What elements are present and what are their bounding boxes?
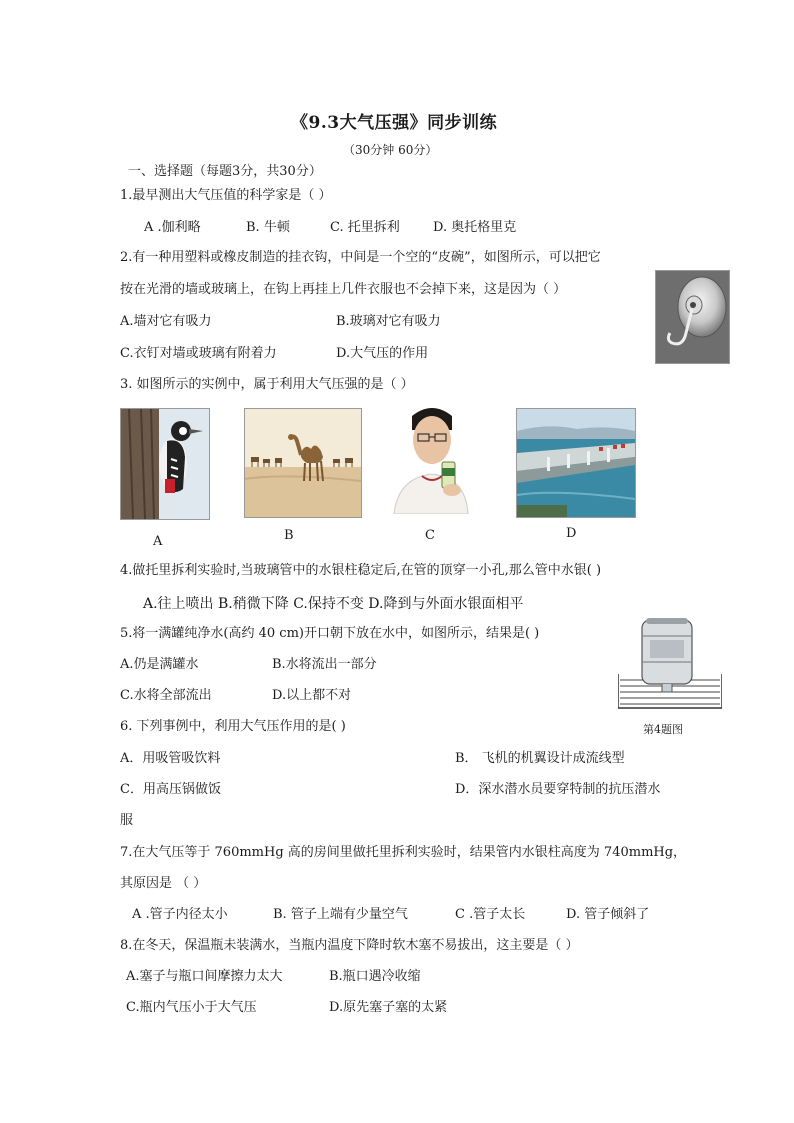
question-3-stem: 3. 如图所示的实例中，属于利用大气压强的是（ ） (120, 377, 414, 392)
page-title: 《9.3大气压强》同步训练 (291, 113, 498, 133)
question-2-stem-line1: 2.有一种用塑料或橡皮制造的挂衣钩，中间是一个空的“皮碗”，如图所示，可以把它 (120, 250, 601, 265)
q6-option-c: C．用高压锅做饭 (120, 782, 221, 797)
q8-option-c: C.瓶内气压小于大气压 (126, 1000, 257, 1015)
q7-option-c: C .管子太长 (455, 907, 526, 922)
camel-desert-image (244, 408, 362, 518)
q2-option-a: A.墙对它有吸力 (120, 314, 212, 329)
q1-option-d: D. 奥托格里克 (433, 220, 517, 235)
page-subtitle: （30分钟 60分） (343, 143, 438, 157)
q2-option-c: C.衣钉对墙或玻璃有附着力 (120, 346, 277, 361)
q6-option-d: D．深水潜水员要穿特制的抗压潜水 (455, 782, 661, 797)
image-label-b: B (284, 528, 294, 543)
q6-option-d-continued: 服 (120, 813, 134, 828)
question-6-stem: 6. 下列事例中，利用大气压作用的是( ) (120, 719, 346, 734)
question-7-stem-line2: 其原因是 （ ） (120, 876, 207, 891)
q2-option-d: D.大气压的作用 (336, 346, 429, 361)
question-7-stem-line1: 7.在大气压等于 760mmHg 高的房间里做托里拆利实验时，结果管内水银柱高度为 740mmHg， (120, 845, 687, 860)
question-1-stem: 1.最早测出大气压值的科学家是（ ） (120, 188, 332, 203)
dam-image (516, 408, 636, 518)
q7-option-d: D. 管子倾斜了 (566, 907, 650, 922)
section-heading: 一、选择题（每题3分，共30分） (128, 164, 322, 179)
q5-option-c: C.水将全部流出 (120, 688, 212, 703)
image-label-d: D (566, 526, 577, 541)
q4-options: A.往上喷出 B.稍微下降 C.保持不变 D.降到与外面水银面相平 (143, 596, 524, 612)
q2-option-b: B.玻璃对它有吸力 (336, 314, 441, 329)
question-2-stem-line2: 按在光滑的墙或玻璃上，在钩上再挂上几件衣服也不会掉下来，这是因为（ ） (120, 282, 567, 297)
q6-option-a: A．用吸管吸饮料 (120, 751, 221, 766)
q8-option-b: B.瓶口遇冷收缩 (329, 969, 421, 984)
q7-option-b: B. 管子上端有少量空气 (273, 907, 408, 922)
inverted-water-bottle-figure (618, 612, 722, 712)
q8-option-a: A.塞子与瓶口间摩擦力太大 (126, 969, 283, 984)
q5-option-d: D.以上都不对 (272, 688, 352, 703)
q5-option-b: B.水将流出一部分 (272, 657, 377, 672)
q6-option-b: B． 飞机的机翼设计成流线型 (455, 751, 625, 766)
image-label-c: C (425, 528, 435, 543)
figure-4-caption: 第4题图 (643, 723, 683, 736)
q5-option-a: A.仍是满罐水 (120, 657, 199, 672)
woodpecker-image (120, 408, 210, 520)
q8-option-d: D.原先塞子塞的太紧 (329, 1000, 448, 1015)
image-label-a: A (153, 534, 163, 549)
question-8-stem: 8.在冬天，保温瓶未装满水，当瓶内温度下降时软木塞不易拔出，这主要是（ ） (120, 938, 579, 953)
question-5-stem: 5.将一满罐纯净水(高约 40 cm)开口朝下放在水中，如图所示，结果是( ) (120, 626, 540, 641)
q7-option-a: A .管子内径太小 (132, 907, 228, 922)
q1-option-c: C. 托里拆利 (330, 220, 400, 235)
suction-hook-image (655, 270, 730, 364)
q1-option-a: A .伽利略 (144, 220, 201, 235)
q1-option-b: B. 牛顿 (246, 220, 290, 235)
question-4-stem: 4.做托里拆利实验时,当玻璃管中的水银柱稳定后,在管的顶穿一小孔,那么管中水银( ) (120, 563, 602, 578)
boy-drinking-image (392, 402, 470, 514)
